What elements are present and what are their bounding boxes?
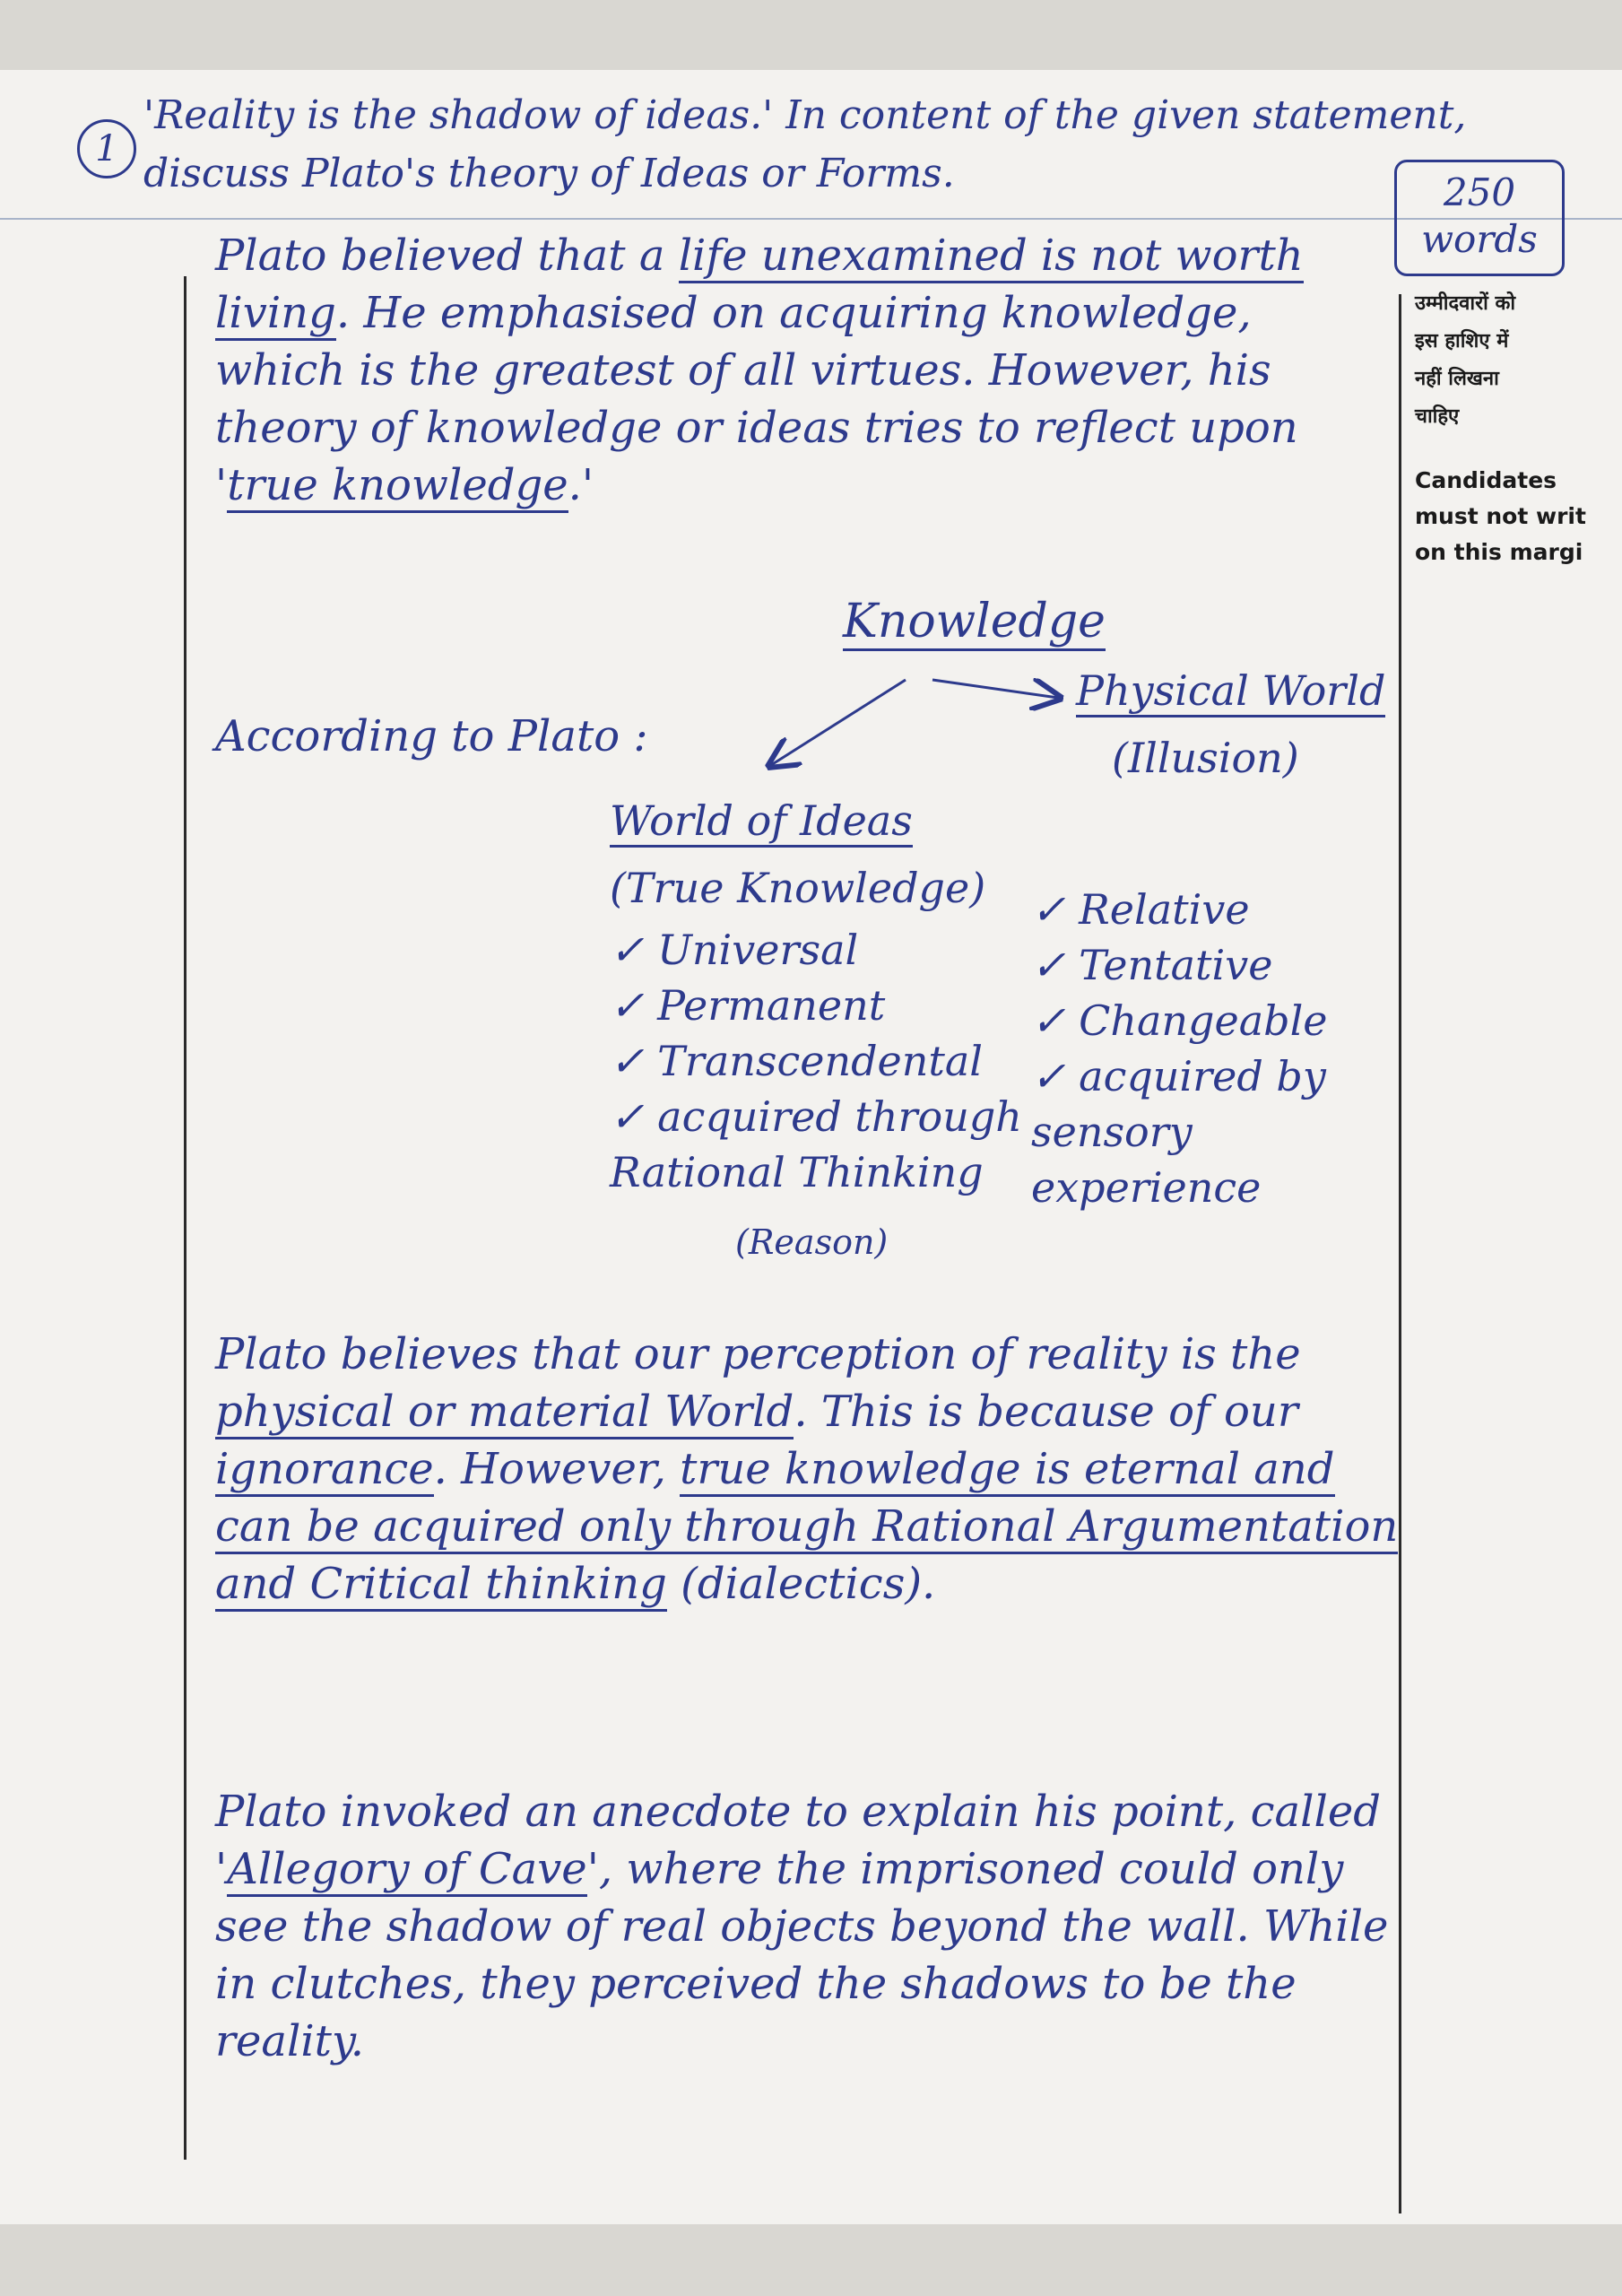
list-item: ✓ Tentative bbox=[1031, 941, 1273, 989]
question-number: 1 bbox=[77, 119, 136, 178]
reason-label: (Reason) bbox=[735, 1222, 889, 1262]
margin-instruction-hindi: उम्मीदवारों को इस हाशिए में नहीं लिखना चाहिए bbox=[1415, 292, 1516, 428]
word-limit-number: 250 bbox=[1443, 170, 1516, 214]
margin-instruction-english: Candidates must not writ on this margi bbox=[1415, 467, 1586, 565]
word-limit-box bbox=[1394, 160, 1565, 276]
question-area bbox=[0, 70, 1622, 227]
diagram-branch-physical-sub: (Illusion) bbox=[1112, 734, 1299, 782]
underlined-phrase: true knowledge is eternal and can be acquired only through Rational Argumentation and Critical thinking bbox=[215, 1444, 1398, 1612]
list-item: ✓ acquired by bbox=[1031, 1052, 1326, 1100]
diagram-branch-ideas-sub: (True Knowledge) bbox=[610, 864, 986, 912]
question-text-line2: discuss Plato's theory of Ideas or Forms. bbox=[143, 151, 955, 196]
list-item: ✓ Universal bbox=[610, 926, 859, 974]
underlined-phrase: ignorance bbox=[215, 1444, 434, 1497]
intro-paragraph: Plato believed that a life unexamined is not worth living. He emphasised on acquiring knowledge, which is the greatest of all virtues. However, his theory of knowledge or ideas tries to reflect upon 'true knowledge.' bbox=[215, 227, 1381, 514]
question-divider bbox=[0, 218, 1622, 220]
word-limit-unit: words bbox=[1421, 217, 1538, 261]
list-item: ✓ Permanent bbox=[610, 981, 886, 1030]
underlined-phrase: Allegory of Cave bbox=[227, 1844, 587, 1897]
margin-instruction bbox=[1415, 285, 1594, 570]
list-item: ✓ Transcendental bbox=[610, 1037, 984, 1085]
diagram-root: Knowledge bbox=[843, 595, 1106, 651]
underlined-phrase: true knowledge bbox=[227, 460, 568, 513]
diagram-branch-ideas: World of Ideas bbox=[610, 796, 913, 848]
list-item: experience bbox=[1031, 1163, 1262, 1212]
perception-paragraph: Plato believes that our perception of reality is the physical or material World. This is because of our ignorance. However, true knowledge is eternal and can be acquired only through Rational Argumentation and Critical thinking (dialectics). bbox=[215, 1326, 1408, 1613]
underlined-phrase: physical or material World bbox=[215, 1387, 794, 1439]
left-margin-line bbox=[184, 276, 186, 2160]
list-item: ✓ Relative bbox=[1031, 885, 1250, 934]
physical-characteristics bbox=[1031, 882, 1328, 1215]
diagram-intro: According to Plato : bbox=[215, 711, 648, 761]
list-item: sensory bbox=[1031, 1108, 1193, 1156]
question-text-line1: 'Reality is the shadow of ideas.' In content of the given statement, bbox=[143, 92, 1467, 138]
ideas-characteristics bbox=[610, 922, 1022, 1200]
list-item: ✓ Changeable bbox=[1031, 996, 1328, 1045]
list-item: Rational Thinking bbox=[610, 1148, 984, 1196]
answer-sheet bbox=[0, 70, 1622, 2224]
underlined-phrase: life unexamined is not worth living bbox=[215, 230, 1304, 341]
list-item: ✓ acquired through bbox=[610, 1092, 1022, 1141]
allegory-paragraph: Plato invoked an anecdote to explain his point, called 'Allegory of Cave', where the imprisoned could only see the shadow of real objects beyond the wall. While in clutches, they perceived the shadows to be the reality. bbox=[215, 1787, 1389, 2066]
diagram-branch-physical: Physical World bbox=[1076, 666, 1385, 718]
